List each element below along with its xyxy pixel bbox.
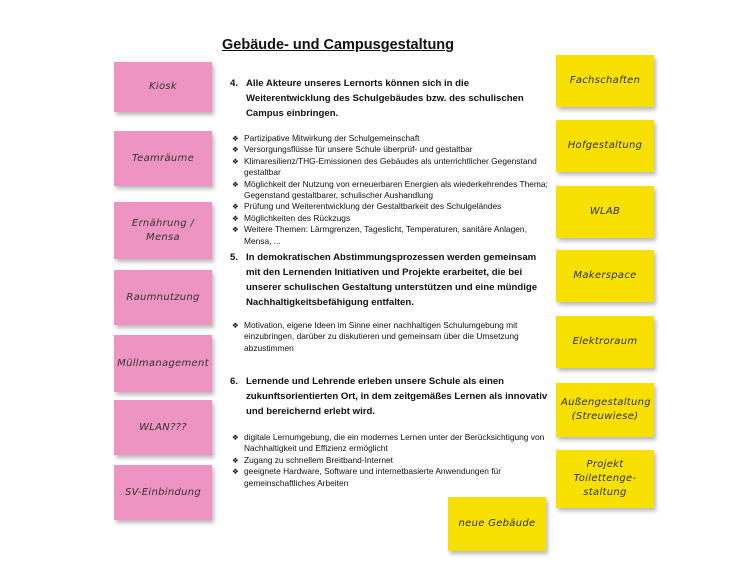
section-heading: [230, 374, 550, 419]
list-item-text: Versorgungsflüsse für unsere Schule überprüf- und gestaltbar: [244, 144, 473, 155]
bullet-list: [230, 320, 550, 354]
sticky-note-sv-einbindung: [114, 465, 212, 520]
sticky-note-muellmanagement: [114, 335, 212, 392]
bullet-icon: ❖: [232, 433, 239, 442]
section-heading-text: Lernende und Lehrende erleben unsere Schule als einen zukunftsorientierten Ort, in dem zeitgemäßes Lernen als innovativ und bereichernd erlebt wird.: [246, 376, 548, 417]
section-heading-text: In demokratischen Abstimmungsprozessen werden gemeinsam mit den Lernenden Initiativen und Projekte erarbeitet, die bei unserer schulischen Gestaltung unterstützen und eine mündige Nachhaltigkeitsbefähigung entfalten.: [246, 252, 538, 308]
sticky-note-label: Ernährung / Mensa: [131, 217, 195, 243]
sticky-note-label: Makerspace: [573, 270, 637, 281]
list-item-text: Möglichkeit der Nutzung von erneuerbaren Energien als wiederkehrendes Thema; Gegenstand gestaltbarer, schulischer Aushandlung: [244, 178, 548, 201]
section-heading: [230, 250, 550, 310]
list-item-text: Partizipative Mitwirkung der Schulgemeinschaft: [244, 133, 420, 143]
list-item: [232, 144, 550, 155]
sticky-note-label: Raumnutzung: [126, 291, 200, 303]
bullet-icon: ❖: [232, 145, 239, 155]
list-item: [232, 212, 550, 224]
sticky-note-teamraeume: [114, 131, 212, 186]
section-number: 4.: [230, 78, 239, 89]
bullet-icon: ❖: [232, 156, 239, 166]
bullet-icon: ❖: [232, 179, 239, 189]
bullet-list: [230, 432, 550, 489]
sticky-note-label: Kiosk: [149, 81, 177, 92]
list-item-text: Möglichkeiten des Rückzugs: [244, 212, 351, 223]
list-item: [232, 454, 550, 466]
list-item-text: Klimaresilienz/THG-Emissionen des Gebäudes als unterrichtlicher Gegenstand gestaltbar: [244, 155, 537, 178]
sticky-note-neue-gebaeude: [448, 497, 546, 551]
list-item-text: Zugang zu schnellem Breitband-Internet: [244, 454, 393, 465]
sticky-note-hofgestaltung: [556, 120, 654, 172]
sticky-note-label: Außengestaltung (Streuwiese): [561, 397, 651, 422]
sticky-note-label: Fachschaften: [569, 75, 641, 86]
sticky-note-elektroraum: [556, 316, 654, 368]
list-item-text: Motivation, eigene Ideen im Sinne einer nachhaltigen Schulumgebung mit einzubringen, darüber zu diskutieren und gemeinsam über die Umsetzung abzustimmen: [244, 320, 519, 353]
sticky-note-label: SV-Einbindung: [124, 486, 202, 498]
sticky-note-wlan: [114, 400, 212, 455]
sticky-note-label: Projekt Toilettenge-staltung: [573, 459, 637, 498]
list-item: [232, 178, 550, 202]
list-item: [232, 432, 550, 455]
section-6: [230, 374, 550, 489]
sticky-note-label: Müllmanagement: [117, 357, 209, 369]
sticky-note-makerspace: [556, 250, 654, 302]
sticky-note-raumnutzung: [114, 270, 212, 325]
sticky-note-label: WLAB: [589, 206, 621, 217]
list-item-text: digitale Lernumgebung, die ein modernes Lernen unter der Berücksichtigung von Nachhaltigkeit und Effizienz ermöglicht: [244, 432, 545, 454]
bullet-icon: ❖: [232, 455, 239, 465]
list-item: [232, 133, 550, 144]
sticky-note-projekt-toilettengestaltung: [556, 450, 654, 508]
list-item: [232, 201, 550, 212]
bullet-icon: ❖: [232, 467, 239, 477]
section-heading: [230, 76, 550, 121]
bullet-icon: ❖: [232, 213, 239, 223]
page-title: Gebäude- und Campusgestaltung: [222, 37, 455, 53]
list-item: [232, 224, 550, 247]
section-number: 6.: [230, 376, 239, 387]
sticky-note-ernaehrung-mensa: [114, 202, 212, 259]
sticky-note-wlab: [556, 186, 654, 238]
sticky-note-label: WLAN???: [139, 421, 187, 433]
bullet-icon: ❖: [232, 225, 239, 235]
list-item-text: geeignete Hardware, Software und internetbasierte Anwendungen für gemeinschaftliches Arbeiten: [244, 466, 502, 488]
sticky-note-label: neue Gebäude: [458, 518, 536, 529]
section-number: 5.: [230, 252, 239, 263]
sticky-note-fachschaften: [556, 55, 654, 107]
section-5: [230, 250, 550, 354]
list-item-text: Weitere Themen: Lärmgrenzen, Tageslicht, Temperaturen, sanitäre Anlagen, Mensa, ...: [244, 224, 527, 246]
bullet-icon: ❖: [232, 202, 239, 212]
sticky-note-label: Teamräume: [131, 152, 195, 164]
section-4: [230, 76, 550, 247]
list-item: [232, 155, 550, 179]
list-item: [232, 320, 550, 354]
bullet-icon: ❖: [232, 321, 239, 330]
sticky-note-kiosk: [114, 62, 212, 112]
bullet-icon: ❖: [232, 134, 239, 143]
list-item: [232, 466, 550, 489]
bullet-list: [230, 133, 550, 247]
sticky-note-aussengestaltung: [556, 383, 654, 437]
list-item-text: Prüfung und Weiterentwicklung der Gestaltbarkeit des Schulgeländes: [244, 201, 502, 212]
sticky-note-label: Elektroraum: [572, 336, 638, 347]
sticky-note-label: Hofgestaltung: [567, 140, 643, 151]
section-heading-text: Alle Akteure unseres Lernorts können sich in die Weiterentwicklung des Schulgebäudes bzw. des schulischen Campus einbringen.: [246, 78, 524, 119]
